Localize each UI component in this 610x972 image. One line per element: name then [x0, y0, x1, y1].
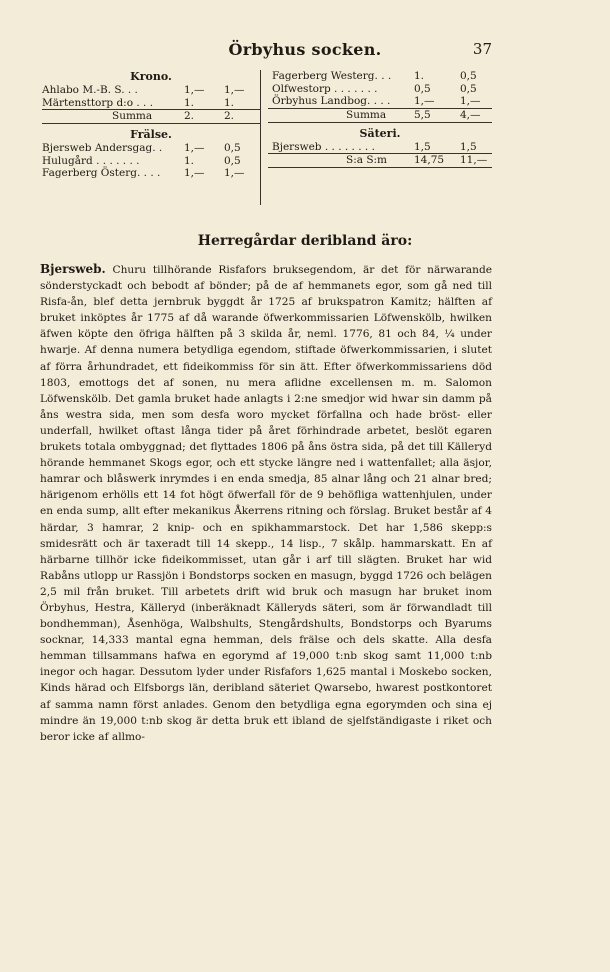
row-name: Märtensttorp d:o . . . [42, 96, 154, 109]
row-value-a: 1,— [184, 167, 205, 179]
left-table [42, 70, 261, 205]
sum-label: Summa [346, 108, 387, 121]
sum-label: S:a S:m [346, 154, 388, 166]
sum-value-b: 2. [224, 110, 235, 122]
row-value-a: 0,5 [414, 82, 431, 95]
row-value-a: 1. [414, 70, 425, 82]
table-row [268, 83, 492, 96]
running-title: Örbyhus socken. [228, 40, 382, 59]
page-number: 37 [472, 40, 492, 58]
entry-text: Churu tillhörande Risfafors bruksegendom, är det för närwarande sönderstyckadt och bebodt af bönder; på de af hemmanets egor, som gå ned till Risfa-ån, blef detta jernbruk byggdt år 1725 af brukspatron Kamitz; hälften af bruket inköptes år 1775 af då warande öfwerkommissarien Löfwenskölb, hwilken äfwen köpte den öfriga hälften på 3 skilda år, neml. 1776, 81 och 84, ¼ under hwarje. Af denna numera betydliga egendom, stiftade öfwerkommissarien, i slutet af förra århundradet, ett fideikommiss för sin ätt. Efter öfwerkommissariens död 1803, emottogs det af sonen, nu mera aflidne excellensen m. m. Salomon Löfwenskölb. Det gamla bruket hade anlagts i 2:ne smedjor wid hwar sin damm på åns westra sida, men som desfa woro mycket förfallna och hade bröst- eller underfall, hwilket oftast långa tider på året förhindrade arbetet, beslöt egaren brukets totala ombyggnad; det flyttades 1806 på åns östra sida, på det till Källeryd hörande hemmanet Skogs egor, och ett stycke längre ned i wattenfallet; alla äsjor, hamrar och blåswerk inrymdes i en enda smedja, 85 alnar lång och 21 alnar bred; härigenom erhölls ett 14 fot högt öfwerfall för de 9 behöfliga wattenhjulen, under en enda sump, allt efter mekanikus Åkerrens ritning och förslag. Bruket består af 4 härdar, 3 hamrar, 2 knip- och en spikhammarstock. Det har 1,586 skepp:s smidesrätt och är taxeradt till 14 skepp., 14 lisp., 7 skålp. hammarskatt. En af härbarne tillhör icke fideikommisset, utan går i arf till slägten. Bruket har wid Rabåns utlopp ur Rassjön i Bondstorps socken en masugn, byggd 1726 och belägen 2,5 mil från bruket. Till arbetets drift wid bruk och masugn har bruket inom Örbyhus, Hestra, Källeryd (inberäknadt Källeryds säteri, som är förwandladt till bondhemman), Åsenhöga, Walbshults, Stengårdshults, Bondstorps och Byarums socknar, 14,333 mantal egna hemman, dels frälse och dels skatte. Alla desfa hemman tillsammans hafwa en egorymd af 19,000 t:nb skog samt 11,000 t:nb inegor och hagar. Dessutom lyder under Risfafors 1,625 mantal i Moskebo socken, Kinds härad och Elfsborgs län, deribland säteriet Qwarsebo, hwarest postkontoret af samma namn först anlades. Genom den betydliga egna egorymden och sina ej mindre än 19,000 t:nb skog är detta bruk ett ibland de sjelfständigaste i riket och beror icke af allmo- [40, 264, 492, 743]
row-value-a: 1,5 [414, 140, 431, 153]
row-value-a: 1. [184, 154, 195, 167]
sum-value-b: 4,— [460, 108, 481, 121]
sum-row [268, 108, 492, 123]
table-subheading: Säteri. [359, 126, 401, 140]
table-row [42, 97, 260, 110]
table-row [268, 95, 492, 108]
row-name: Olfwestorp . . . . . . . [272, 82, 378, 95]
entry-lead: Bjersweb. [40, 262, 106, 276]
sum-row [268, 153, 492, 168]
row-value-b: 0,5 [224, 154, 241, 167]
sum-value-a: 14,75 [414, 154, 445, 166]
row-value-b: 0,5 [224, 142, 241, 154]
row-name: Fagerberg Westerg. . . [272, 70, 392, 82]
row-value-b: 1,— [224, 84, 245, 96]
table-row [42, 155, 260, 168]
sum-value-b: 11,— [460, 154, 488, 166]
sum-value-a: 5,5 [414, 108, 431, 121]
table-row [42, 84, 260, 97]
table-row [42, 142, 260, 155]
row-name: Fagerberg Österg. . . . [42, 167, 161, 179]
row-name: Ahlabo M.-B. S. . . [42, 84, 138, 96]
table-row [268, 70, 492, 83]
table-row [42, 167, 260, 180]
body-paragraph [40, 261, 492, 745]
row-value-b: 0,5 [460, 82, 477, 95]
row-name: Hulugård . . . . . . . [42, 154, 140, 167]
row-value-b: 1,— [224, 167, 245, 179]
row-name: Bjersweb Andersgag. . [42, 142, 163, 154]
row-value-a: 1,— [184, 84, 205, 96]
right-table [268, 70, 492, 205]
row-value-b: 1. [224, 96, 235, 109]
row-value-a: 1,— [414, 95, 435, 107]
mantal-tables [42, 70, 492, 205]
row-name: Örbyhus Landbog. . . . [272, 95, 391, 107]
table-subheading: Krono. [130, 70, 172, 83]
table-row [268, 141, 492, 154]
section-heading: Herregårdar deribland äro: [197, 233, 413, 249]
row-value-a: 1. [184, 96, 195, 109]
row-value-b: 1,— [460, 95, 481, 107]
row-value-b: 1,5 [460, 140, 477, 153]
row-value-a: 1,— [184, 142, 205, 154]
sum-value-a: 2. [184, 110, 195, 122]
sum-label: Summa [112, 110, 153, 122]
table-subheading: Frälse. [130, 128, 172, 141]
row-name: Bjersweb . . . . . . . . [272, 140, 375, 153]
sum-row [42, 109, 260, 124]
row-value-b: 0,5 [460, 70, 477, 82]
